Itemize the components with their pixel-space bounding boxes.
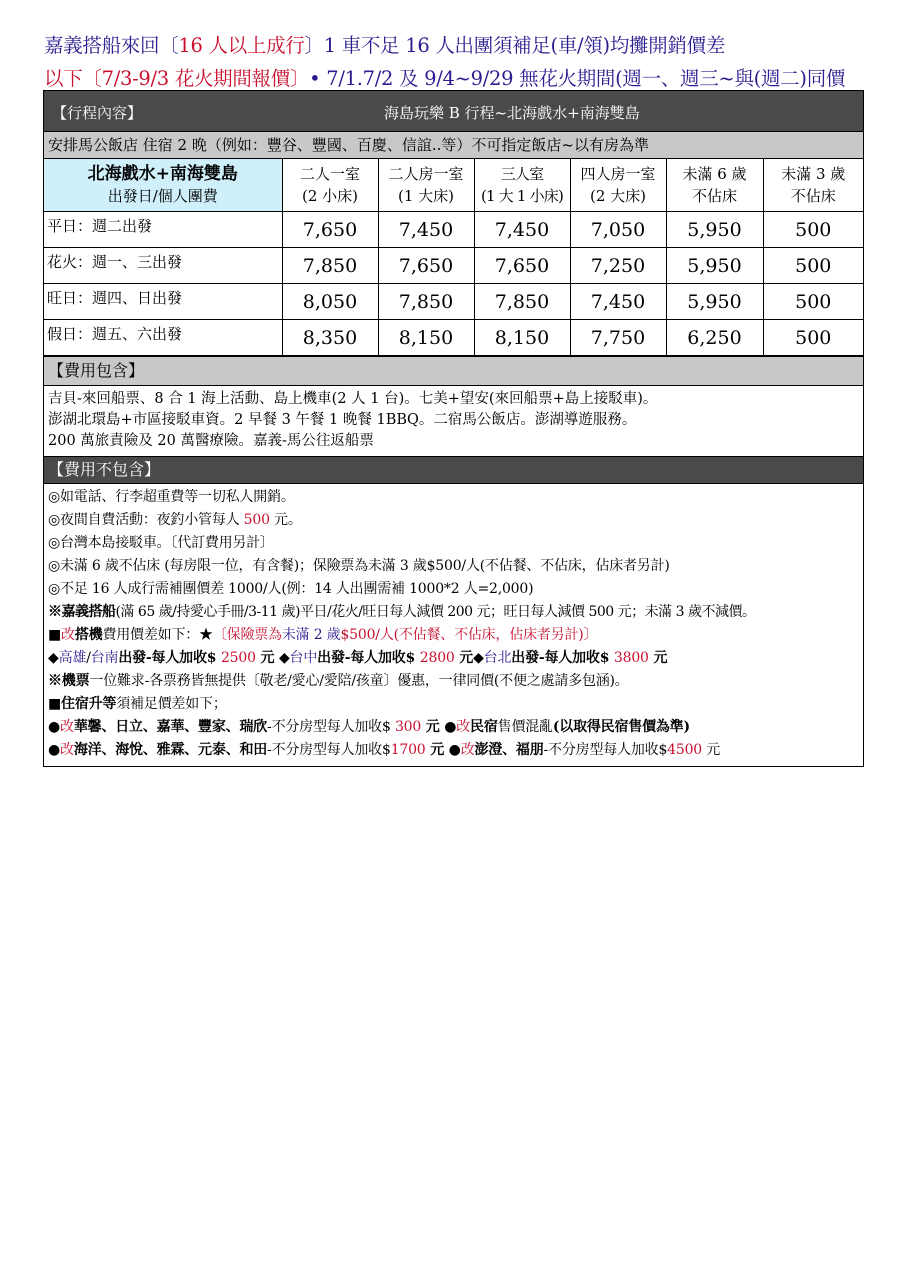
table-row — [44, 248, 863, 284]
page-title-line1 — [44, 30, 725, 58]
price-cell: 5,950 — [666, 284, 763, 320]
price-cell: 7,650 — [474, 248, 570, 284]
corner-cell — [44, 159, 282, 212]
column-header: 三人室 (1 大 1 小床) — [474, 159, 570, 212]
itinerary-header — [44, 91, 863, 131]
price-cell: 7,450 — [570, 284, 666, 320]
column-header: 未滿 6 歲 不佔床 — [666, 159, 763, 212]
excluded-line: ※嘉義搭船(滿 65 歲/持愛心手冊/3-11 歲)平日/花火/旺日每人減價 200 元；旺日每人減價 500 元；未滿 3 歲不減價。 — [48, 604, 756, 620]
price-cell: 7,850 — [474, 284, 570, 320]
price-cell: 500 — [763, 320, 863, 356]
excluded-line: ◎台灣本島接駁車。〔代訂費用另計〕 — [48, 535, 274, 551]
price-cell: 7,250 — [570, 248, 666, 284]
column-header: 未滿 3 歲 不佔床 — [763, 159, 863, 212]
table-row — [44, 320, 863, 356]
price-cell: 8,350 — [282, 320, 378, 356]
excluded-line: ■住宿升等須補足價差如下； — [48, 696, 227, 712]
price-cell: 5,950 — [666, 212, 763, 248]
table-row — [44, 284, 863, 320]
excluded-line: ●改華馨、日立、嘉華、豐家、瑞欣-不分房型每人加收$ 300 元 ●改民宿售價混亂(以取得民宿售價為準) — [48, 719, 690, 735]
price-cell: 5,950 — [666, 248, 763, 284]
column-header: 二人一室 (2 小床) — [282, 159, 378, 212]
column-header: 四人房一室 (2 大床) — [570, 159, 666, 212]
price-table — [44, 158, 863, 356]
price-cell: 6,250 — [666, 320, 763, 356]
excluded-line: ●改海洋、海悅、雅霖、元泰、和田-不分房型每人加收$1700 元 ●改澎澄、福朋-不分房型每人加收$4500 元 — [48, 742, 721, 758]
price-cell: 500 — [763, 248, 863, 284]
price-cell: 8,050 — [282, 284, 378, 320]
price-cell: 7,450 — [378, 212, 474, 248]
hotel-note: 安排馬公飯店 住宿 2 晚（例如：豐谷、豐國、百慶、信誼..等）不可指定飯店~以有房為準 — [44, 131, 863, 158]
itinerary-label: 【行程內容】 — [52, 104, 143, 122]
included-line: 吉貝-來回船票、8 合 1 海上活動、島上機車(2 人 1 台)。七美+望安(來回船票+島上接駁車)。 — [48, 391, 658, 407]
excluded-line: ◎未滿 6 歲不佔床 (每房限一位，有含餐)；保險票為未滿 3 歲$500/人(不佔餐、不佔床，佔床者另計) — [48, 558, 670, 574]
title-part-blue: • 7/1.7/2 及 9/4~9/29 無花火期間(週一、週三~與(週二)同價 — [309, 67, 846, 90]
price-table-header — [44, 159, 863, 212]
price-cell: 7,650 — [378, 248, 474, 284]
row-label: 假日：週五、六出發 — [44, 320, 282, 356]
title-part: 〕1 車不足 16 人出團須補足(車/領)均攤開銷價差 — [304, 34, 726, 57]
table-row — [44, 212, 863, 248]
excluded-list — [44, 483, 863, 766]
price-cell: 8,150 — [378, 320, 474, 356]
price-cell: 7,850 — [378, 284, 474, 320]
included-line: 200 萬旅責險及 20 萬醫療險。嘉義-馬公往返船票 — [48, 433, 374, 449]
excluded-line: ◎如電話、行李超重費等一切私人開銷。 — [48, 489, 295, 505]
excluded-line: ◆高雄/台南出發-每人加收$ 2500 元 ◆台中出發-每人加收$ 2800 元◆台北出發-每人加收$ 3800 元 — [48, 650, 668, 666]
row-label: 旺日：週四、日出發 — [44, 284, 282, 320]
price-cell: 500 — [763, 212, 863, 248]
corner-sub: 出發日/個人團費 — [107, 187, 218, 205]
title-highlight: 16 人以上成行 — [178, 34, 305, 57]
price-cell: 7,750 — [570, 320, 666, 356]
row-label: 花火：週一、三出發 — [44, 248, 282, 284]
column-header: 二人房一室 (1 大床) — [378, 159, 474, 212]
page-title-line2 — [44, 63, 845, 91]
tour-info-box — [43, 90, 864, 767]
included-line: 澎湖北環島+市區接駁車資。2 早餐 3 午餐 1 晚餐 1BBQ。二宿馬公飯店。澎湖導遊服務。 — [48, 412, 637, 428]
included-list — [44, 385, 863, 456]
price-cell: 7,850 — [282, 248, 378, 284]
included-header: 【費用包含】 — [44, 356, 863, 385]
row-label: 平日：週二出發 — [44, 212, 282, 248]
title-part: 嘉義搭船來回〔 — [44, 34, 179, 57]
price-cell: 500 — [763, 284, 863, 320]
title-part: 以下〔7/3-9/3 花火期間報價〕 — [44, 67, 310, 90]
excluded-header: 【費用不包含】 — [44, 456, 863, 483]
price-cell: 7,650 — [282, 212, 378, 248]
excluded-line: ◎不足 16 人成行需補團價差 1000/人(例：14 人出團需補 1000*2 人=2,000) — [48, 581, 534, 597]
excluded-line: ■改搭機費用價差如下：★〔保險票為未滿 2 歲$500/人(不佔餐、不佔床，佔床者另計)〕 — [48, 627, 598, 643]
itinerary-name: 海島玩樂 B 行程~北海戲水+南海雙島 — [384, 104, 640, 122]
corner-title: 北海戲水+南海雙島 — [87, 164, 238, 184]
price-cell: 7,050 — [570, 212, 666, 248]
price-cell: 7,450 — [474, 212, 570, 248]
price-cell: 8,150 — [474, 320, 570, 356]
excluded-line: ※機票一位難求-各票務皆無提供〔敬老/愛心/愛陪/孩童〕優惠，一律同價(不便之處請多包涵)。 — [48, 673, 629, 689]
excluded-line: ◎夜間自費活動：夜釣小管每人 500 元。 — [48, 512, 302, 528]
